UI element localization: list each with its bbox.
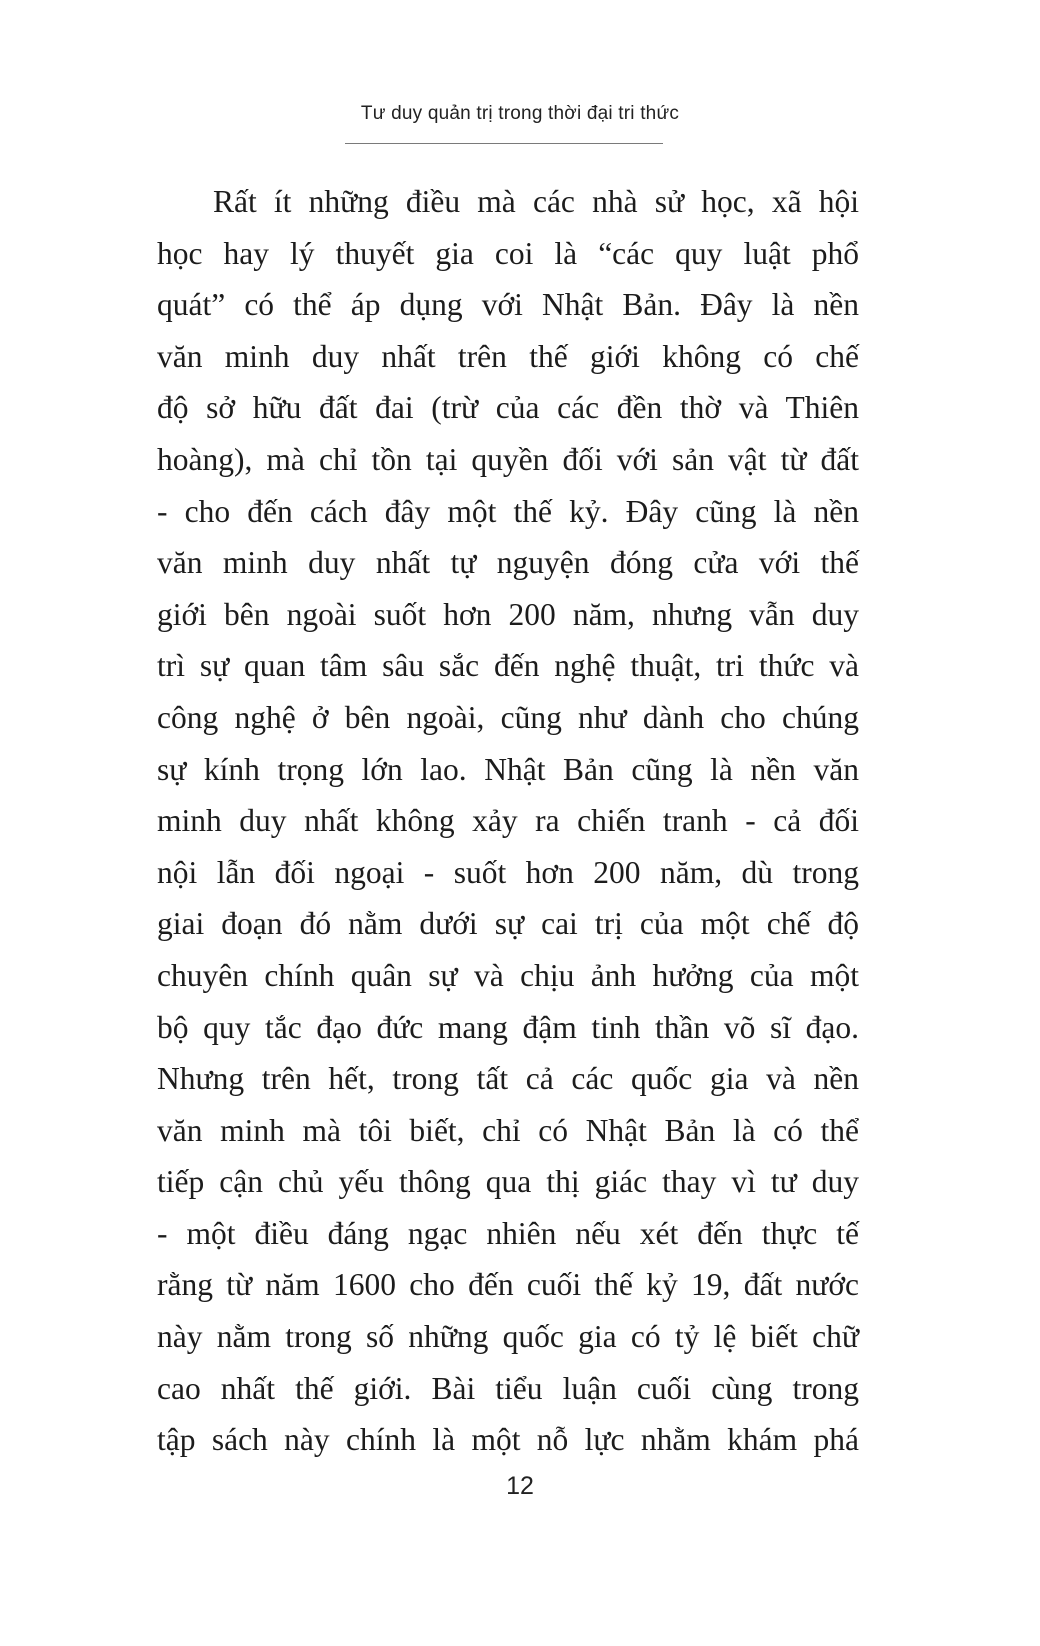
text-line: sự kính trọng lớn lao. Nhật Bản cũng là nền văn xyxy=(157,751,859,787)
text-line: bộ quy tắc đạo đức mang đậm tinh thần võ sĩ đạo. xyxy=(157,1009,859,1045)
text-line: văn minh duy nhất tự nguyện đóng cửa với thế xyxy=(157,545,859,581)
text-line: - cho đến cách đây một thế kỷ. Đây cũng là nền xyxy=(157,493,859,529)
text-line: Nhưng trên hết, trong tất cả các quốc gia và nền xyxy=(157,1061,859,1097)
text-line: cao nhất thế giới. Bài tiểu luận cuối cùng trong xyxy=(157,1370,859,1406)
text-line: độ sở hữu đất đai (trừ của các đền thờ và Thiên xyxy=(157,390,859,426)
text-line: văn minh mà tôi biết, chỉ có Nhật Bản là có thể xyxy=(157,1112,859,1148)
text-line: hoàng), mà chỉ tồn tại quyền đối với sản vật từ đất xyxy=(157,441,859,477)
text-line: minh duy nhất không xảy ra chiến tranh - cả đối xyxy=(157,803,859,839)
text-line: Rất ít những điều mà các nhà sử học, xã hội xyxy=(213,184,859,219)
text-line: này nằm trong số những quốc gia có tỷ lệ biết chữ xyxy=(157,1319,859,1355)
text-line: công nghệ ở bên ngoài, cũng như dành cho chúng xyxy=(157,699,859,735)
running-header: Tư duy quản trị trong thời đại tri thức xyxy=(360,103,680,124)
text-line: trì sự quan tâm sâu sắc đến nghệ thuật, tri thức và xyxy=(157,648,859,684)
text-line: tiếp cận chủ yếu thông qua thị giác thay vì tư duy xyxy=(157,1164,859,1200)
text-line: giới bên ngoài suốt hơn 200 năm, nhưng vẫn duy xyxy=(157,596,859,632)
header-rule xyxy=(345,143,663,144)
text-line: giai đoạn đó nằm dưới sự cai trị của một chế độ xyxy=(157,906,859,942)
text-line: quát” có thể áp dụng với Nhật Bản. Đây là nền xyxy=(157,287,859,323)
page-number: 12 xyxy=(506,1472,534,1500)
text-line: chuyên chính quân sự và chịu ảnh hưởng của một xyxy=(157,957,859,993)
text-line: - một điều đáng ngạc nhiên nếu xét đến thực tế xyxy=(157,1215,859,1251)
text-line: văn minh duy nhất trên thế giới không có chế xyxy=(157,338,859,374)
text-line: nội lẫn đối ngoại - suốt hơn 200 năm, dù trong xyxy=(157,854,859,890)
text-line: rằng từ năm 1600 cho đến cuối thế kỷ 19, đất nước xyxy=(157,1267,859,1303)
text-line: học hay lý thuyết gia coi là “các quy luật phổ xyxy=(157,235,859,271)
body-paragraph xyxy=(157,176,859,1466)
text-line: tập sách này chính là một nỗ lực nhằm khám phá xyxy=(157,1422,859,1458)
